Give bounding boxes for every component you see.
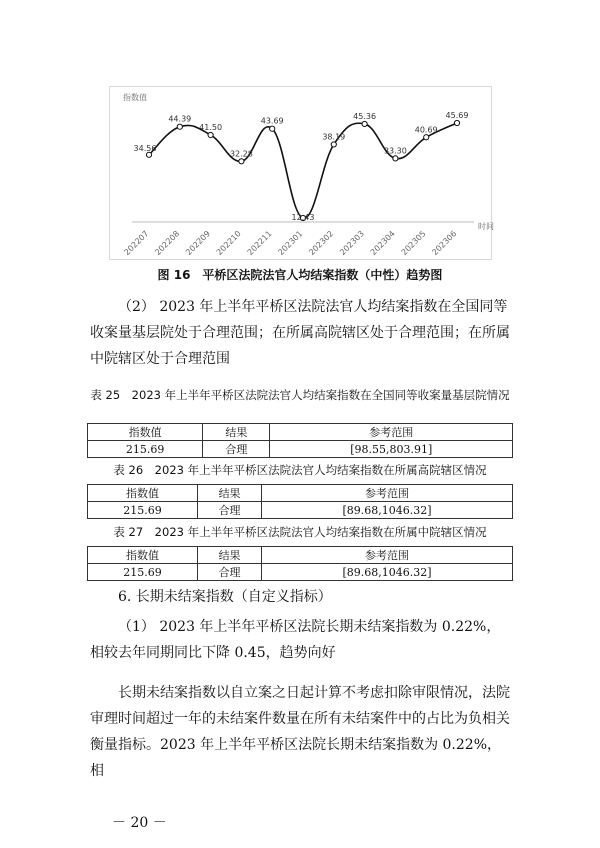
data-label: 45.36 — [353, 111, 377, 121]
data-label: 44.39 — [168, 114, 192, 124]
header-result: 结果 — [198, 547, 262, 564]
data-point — [454, 120, 459, 125]
data-label: 45.69 — [445, 111, 469, 120]
x-tick-label: 202301 — [276, 229, 305, 258]
data-label: 33.30 — [383, 146, 407, 156]
x-tick-label: 202211 — [245, 229, 274, 258]
table-25-caption: 表 25 2023 年上半年平桥区法院法官人均结案指数在全国同等收案量基层院情况 — [90, 388, 510, 402]
x-tick-label: 202208 — [153, 229, 182, 258]
data-point — [362, 121, 367, 126]
figure-caption: 图 16 平桥区法院法官人均结案指数（中性）趋势图 — [157, 268, 443, 282]
table-row — [88, 564, 513, 581]
series-line — [149, 123, 457, 218]
x-tick-label: 202306 — [430, 229, 459, 258]
cell-reference-range: [89.68,1046.32] — [262, 564, 513, 581]
header-reference-range: 参考范围 — [262, 485, 513, 502]
data-label: 34.56 — [133, 143, 157, 153]
data-point — [270, 126, 275, 131]
data-point — [393, 156, 398, 161]
cell-reference-range: [98.55,803.91] — [270, 441, 513, 458]
table-row — [88, 441, 513, 458]
data-label: 43.69 — [260, 116, 284, 126]
x-tick-label: 202207 — [122, 229, 151, 258]
y-axis-label: 指数值 — [123, 93, 147, 102]
x-tick-label: 202305 — [399, 229, 428, 258]
header-result: 结果 — [198, 485, 262, 502]
data-point — [331, 142, 336, 147]
cell-index-value: 215.69 — [88, 564, 198, 581]
data-point — [146, 152, 151, 157]
data-label: 38.19 — [322, 132, 346, 142]
cell-index-value: 215.69 — [88, 441, 203, 458]
cell-result: 合理 — [198, 502, 262, 519]
header-reference-range: 参考范围 — [262, 547, 513, 564]
table-26 — [87, 484, 513, 519]
table-header-row — [88, 547, 513, 564]
x-tick-label: 202210 — [214, 229, 243, 258]
x-tick-label: 202209 — [184, 229, 213, 258]
cell-reference-range: [89.68,1046.32] — [262, 502, 513, 519]
x-tick-label: 202302 — [307, 229, 336, 258]
page-number: － 20 － — [112, 815, 167, 831]
paragraph-range-summary: （2） 2023 年上半年平桥区法院法官人均结案指数在全国同等收案量基层院处于合理范围；在所属高院辖区处于合理范围；在所属中院辖区处于合理范围 — [90, 299, 510, 367]
section-heading: 6. 长期未结案指数（自定义指标） — [118, 589, 332, 605]
trend-line-chart — [0, 0, 600, 270]
data-point — [239, 159, 244, 164]
data-point — [424, 135, 429, 140]
table-header-row — [88, 485, 513, 502]
x-axis-label: 时间 — [478, 222, 494, 231]
x-tick-label: 202304 — [368, 229, 397, 258]
x-tick-label: 202303 — [338, 229, 367, 258]
table-header-row — [88, 424, 513, 441]
cell-index-value: 215.69 — [88, 502, 198, 519]
table-26-caption: 表 26 2023 年上半年平桥区法院法官人均结案指数在所属高院辖区情况 — [113, 463, 487, 477]
header-reference-range: 参考范围 — [270, 424, 513, 441]
header-result: 结果 — [203, 424, 270, 441]
table-27 — [87, 546, 513, 581]
table-25 — [87, 423, 513, 458]
paragraph-long-pending-index: （1） 2023 年上半年平桥区法院长期未结案指数为 0.22%，相较去年同期同比下降 0.45，趋势向好 — [90, 619, 501, 661]
header-index-value: 指数值 — [88, 485, 198, 502]
header-index-value: 指数值 — [88, 424, 203, 441]
cell-result: 合理 — [198, 564, 262, 581]
header-index-value: 指数值 — [88, 547, 198, 564]
table-row — [88, 502, 513, 519]
data-label: 12.43 — [291, 213, 315, 222]
cell-result: 合理 — [203, 441, 270, 458]
data-label: 41.50 — [199, 122, 223, 132]
paragraph-definition: 长期未结案指数以自立案之日起计算不考虑扣除审限情况，法院审理时间超过一年的未结案件数量在所有未结案件中的占比为负相关衡量指标。2023 年上半年平桥区法院长期未结案指数为 0.22%，相 — [90, 685, 510, 779]
data-label: 32.28 — [229, 149, 253, 159]
data-point — [177, 124, 182, 129]
data-label: 40.69 — [414, 125, 438, 135]
data-point — [208, 132, 213, 137]
table-27-caption: 表 27 2023 年上半年平桥区法院法官人均结案指数在所属中院辖区情况 — [113, 525, 487, 539]
